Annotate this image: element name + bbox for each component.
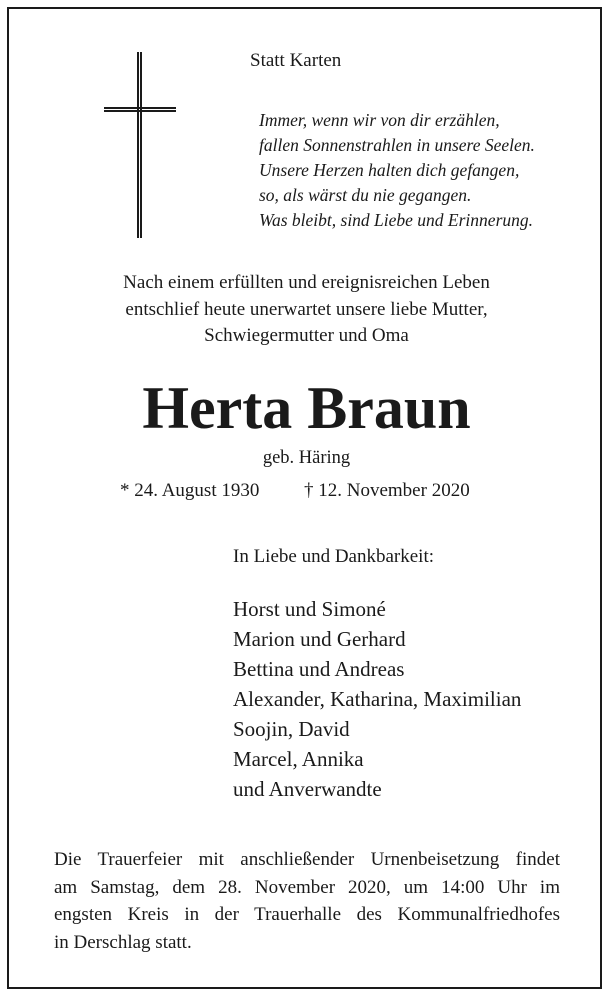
funeral-line: engsten Kreis in der Trauerhalle des Kommunalfriedhofes: [54, 904, 560, 925]
funeral-info: [54, 846, 560, 956]
poem-line: Was bleibt, sind Liebe und Erinnerung.: [259, 210, 534, 230]
mourner-entry: Marion und Gerhard: [233, 627, 406, 651]
mourner-entry: Alexander, Katharina, Maximilian: [233, 687, 522, 711]
mourners-heading: In Liebe und Dankbarkeit:: [233, 546, 435, 567]
mourner-entry: Bettina und Andreas: [233, 657, 405, 681]
mourner-entry: Horst und Simoné: [233, 597, 386, 621]
intro-line: Schwiegermutter und Oma: [204, 325, 409, 346]
cross-icon: [100, 52, 180, 238]
funeral-line: Die Trauerfeier mit anschließender Urnenbeisetzung findet: [54, 849, 560, 870]
poem-line: fallen Sonnenstrahlen in unsere Seelen.: [259, 135, 535, 155]
intro-line: entschlief heute unerwartet unsere liebe Mutter,: [125, 298, 488, 320]
mourner-entry: Marcel, Annika: [233, 747, 364, 771]
intro-text: [0, 270, 613, 350]
mourner-entry: und Anverwandte: [233, 777, 382, 801]
mourners-list: [233, 594, 521, 804]
funeral-line: am Samstag, dem 28. November 2020, um 14:00 Uhr im: [54, 876, 560, 898]
funeral-line: in Derschlag statt.: [54, 931, 192, 953]
mourner-entry: Soojin, David: [233, 717, 350, 741]
death-date: † 12. November 2020: [304, 480, 470, 501]
maiden-name: geb. Häring: [262, 448, 351, 468]
life-dates: [120, 480, 470, 502]
statt-karten-label: Statt Karten: [250, 50, 342, 71]
poem: [259, 108, 535, 233]
poem-line: Immer, wenn wir von dir erzählen,: [259, 110, 500, 130]
deceased-name: Herta Braun: [142, 375, 471, 441]
poem-line: so, als wärst du nie gegangen.: [259, 185, 472, 205]
poem-line: Unsere Herzen halten dich gefangen,: [259, 160, 520, 180]
intro-line: Nach einem erfüllten und ereignisreichen Leben: [123, 272, 490, 293]
birth-date: * 24. August 1930: [120, 480, 260, 501]
